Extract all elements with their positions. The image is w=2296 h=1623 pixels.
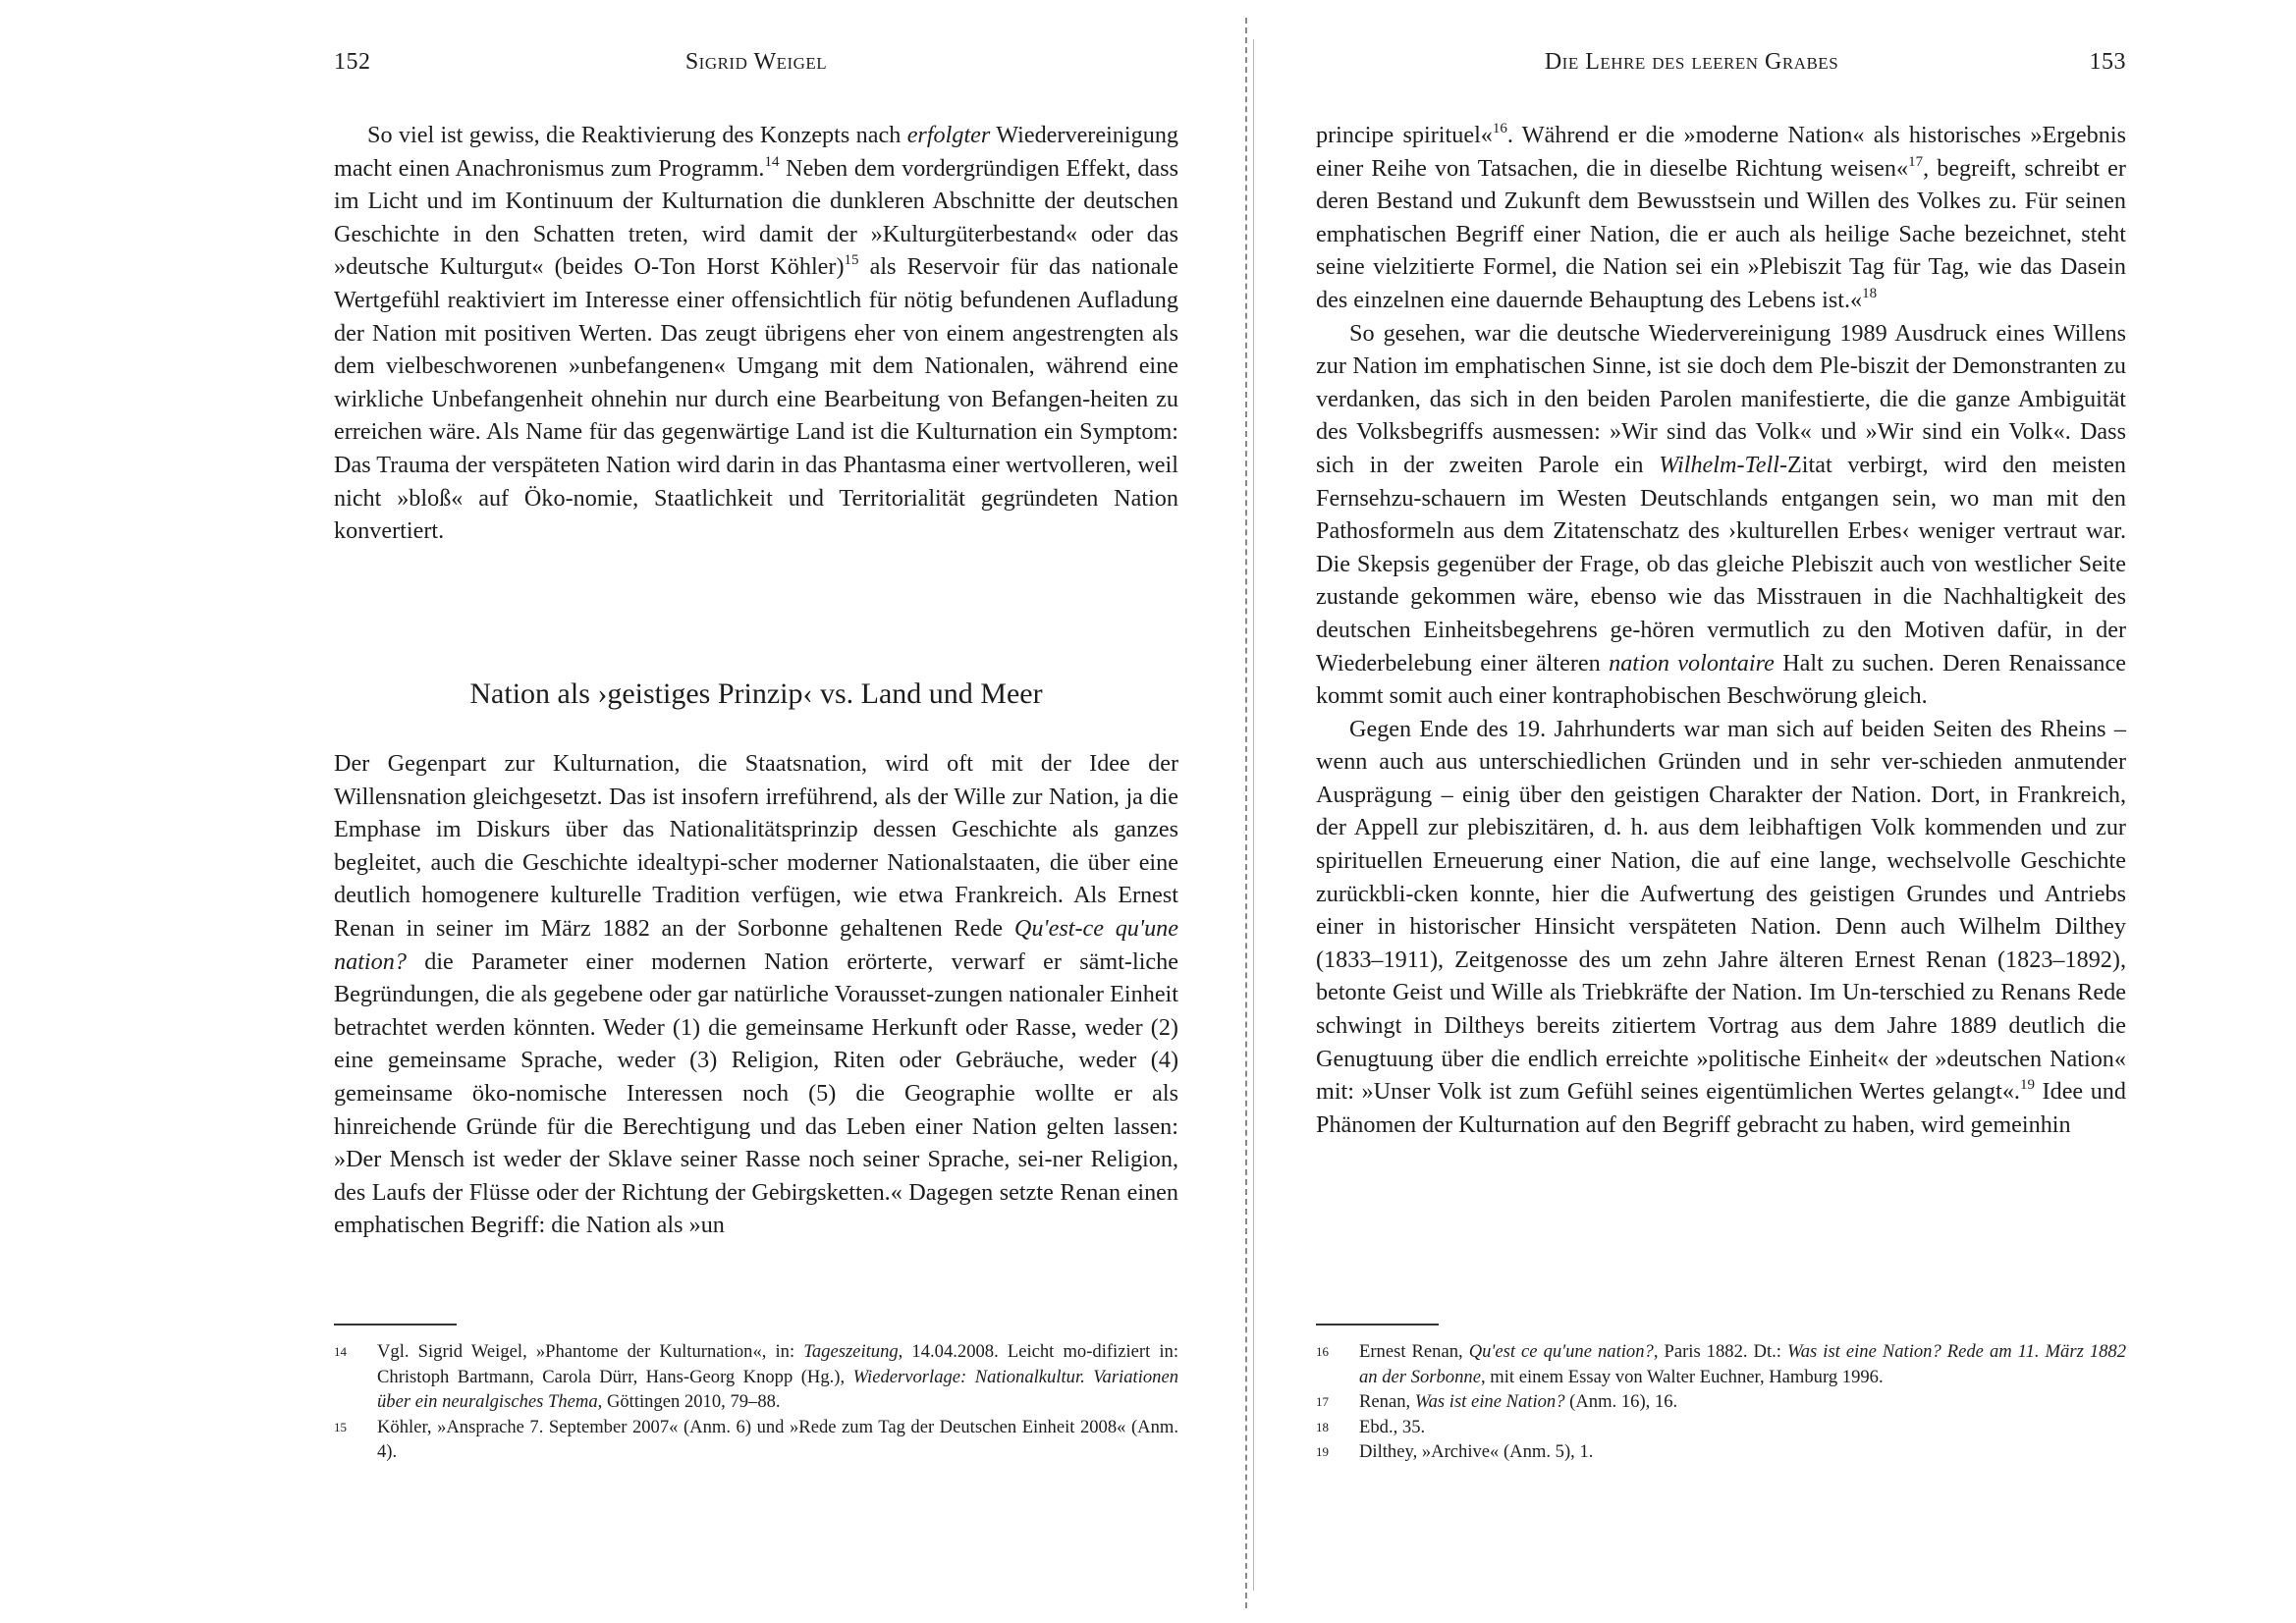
footnote-rule xyxy=(334,1324,457,1325)
footnote xyxy=(334,1415,1178,1465)
paragraph: principe spirituel«$^{16}$. Während er die »moderne Nation« als historisches »Ergebnis einer Reihe von Tatsachen, die in dieselbe Richtung weisen«$^{17}$, begreift, schreibt er deren Bestand und Zukunft dem Bewusstsein und Willen des Volkes zu. Für seinen emphatischen Begriff einer Nation, die er auch als heilige Sache bezeichnet, steht seine vielzitierte Formel, die Nation sei ein »Plebiszit Tag für Tag, wie das Dasein des einzelnen eine dauernde Behauptung des Lebens ist.«$^{18}$ xyxy=(1316,121,2126,313)
footnote xyxy=(1316,1339,2126,1389)
footnote-marker: 14 xyxy=(764,153,780,170)
footnote xyxy=(1316,1415,2126,1440)
paragraph: So viel ist gewiss, die Reaktivierung des Konzepts nach erfolgter Wiedervereinigung macht einen Anachronismus zum Programm.$^{14}$ Neben dem vordergründigen Effekt, dass im Licht und im Kontinuum der Kulturnation die dunkleren Abschnitte der deutschen Geschichte in den Schatten treten, wird damit der »Kulturgüterbestand« oder das »deutsche Kulturgut« (beides O-Ton Horst Köhler)$^{15}$ als Reservoir für das nationale Wertgefühl reaktiviert im Interesse einer offensichtlich für nötig befundenen Aufladung der Nation mit positiven Werten. Das zeugt übrigens eher von einem angestrengten als dem vielbeschworenen »unbefangenen« Umgang mit dem Nationalen, während eine wirkliche Unbefangenheit ohnehin nur durch eine Bearbeitung von Befangen-heiten zu erreichen wäre. Als Name für das gegenwärtige Land ist die Kulturnation ein Symptom: Das Trauma der verspäteten Nation wird darin in das Phantasma einer wertvolleren, weil nicht »bloß« auf Öko-nomie, Staatlichkeit und Territorialität gegründeten Nation konvertiert. xyxy=(334,122,1179,545)
footnote-number: 15 xyxy=(334,1419,347,1434)
footnote-marker: 18 xyxy=(1862,285,1878,301)
footnote-number: 18 xyxy=(1316,1419,1329,1434)
footnotes xyxy=(334,1339,1178,1465)
page-number: 152 xyxy=(334,49,371,75)
emphasis: Tageszeitung xyxy=(803,1341,899,1362)
page-number: 153 xyxy=(2089,49,2126,75)
footnote-text: Dilthey, »Archive« (Anm. 5), 1. xyxy=(1359,1441,1594,1462)
right-page-header xyxy=(1316,49,2126,82)
emphasis: Qu'est ce qu'une nation? xyxy=(1468,1341,1654,1362)
gutter-shadow xyxy=(1245,18,1247,1608)
left-body-bottom xyxy=(334,747,1178,1242)
running-head: Sigrid Weigel xyxy=(684,49,828,75)
footnote-rule xyxy=(1316,1324,1439,1325)
left-page-header xyxy=(334,49,1178,82)
emphasis: Qu'est-ce qu'une nation? xyxy=(334,914,1178,975)
footnote xyxy=(1316,1389,2126,1415)
footnote-marker: 16 xyxy=(1492,121,1507,136)
emphasis: Was ist eine Nation? xyxy=(1414,1391,1565,1412)
left-page xyxy=(334,0,1178,1623)
right-body xyxy=(1316,119,2126,1141)
footnote-marker: 19 xyxy=(2019,1077,2035,1094)
footnote-number: 17 xyxy=(1316,1394,1329,1409)
footnote-text: Ebd., 35. xyxy=(1359,1416,1426,1437)
emphasis: Wiedervorlage: Nationalkultur. Variationen über ein neuralgisches Thema xyxy=(377,1366,1179,1412)
footnote xyxy=(1316,1439,2126,1465)
footnote-text: Vgl. Sigrid Weigel, »Phantome der Kulturnation«, in: Tageszeitung, 14.04.2008. Leicht mo-difiziert in: Christoph Bartmann, Carola Dürr, Hans-Georg Knopp (Hg.), Wiedervorlage: Nationalkultur. Variationen über ein neuralgisches Thema, Göttingen 2010, 79–88. xyxy=(377,1341,1179,1412)
emphasis: Wilhelm-Tell xyxy=(1659,451,1779,478)
emphasis: Was ist eine Nation? Rede am 11. März 1882 an der Sorbonne xyxy=(1359,1341,2127,1387)
left-body-top xyxy=(334,119,1178,548)
section-heading: Nation als ›geistiges Prinzip‹ vs. Land und Meer xyxy=(469,677,1043,710)
paragraph: Gegen Ende des 19. Jahrhunderts war man sich auf beiden Seiten des Rheins – wenn auch aus unterschiedlichen Gründen und in sehr ver-schieden anmutender Ausprägung – einig über den geistigen Charakter der Nation. Dort, in Frankreich, der Appell zur plebiszitären, d. h. aus dem leibhaftigen Volk kommenden und zur spirituellen Erneuerung einer Nation, die auf eine lange, wechselvolle Geschichte zurückbli-cken konnte, hier die Aufwertung des geistigen Grundes und Antriebs einer in historischer Hinsicht verspäteten Nation. Denn auch Wilhelm Dilthey (1833–1911), Zeitgenosse des um zehn Jahre älteren Ernest Renan (1823–1892), betonte Geist und Wille als Triebkräfte der Nation. Im Un-terschied zu Renans Rede schwingt in Diltheys bereits zitiertem Vortrag aus dem Jahre 1889 deutlich die Genugtuung über die endlich erreichte »politische Einheit« der »deutschen Nation« mit: »Unser Volk ist zum Gefühl seines eigentümlichen Wertes gelangt«.$^{19}$ Idee und Phänomen der Kulturnation auf den Begriff gebracht zu haben, wird gemeinhin xyxy=(1316,715,2126,1138)
footnote-marker: 15 xyxy=(844,252,859,269)
paragraph: Der Gegenpart zur Kulturnation, die Staatsnation, wird oft mit der Idee der Willensnation gleichgesetzt. Das ist insofern irreführend, als der Wille zur Nation, ja die Emphase im Diskurs über das Nationalitätsprinzip dessen Geschichte als ganzes begleitet, auch die Geschichte idealtypi-scher moderner Nationalstaaten, die über eine deutlich homogenere kulturelle Tradition verfügen, wie etwa Frankreich. Als Ernest Renan in seiner im März 1882 an der Sorbonne gehaltenen Rede Qu'est-ce qu'une nation? die Parameter einer modernen Nation erörterte, verwarf er sämt-liche Begründungen, die als gegebene oder gar natürliche Vorausset-zungen nationaler Einheit betrachtet werden könnten. Weder (1) die gemeinsame Herkunft oder Rasse, weder (2) eine gemeinsame Sprache, weder (3) Religion, Riten oder Gebräuche, weder (4) gemeinsame öko-nomische Interessen noch (5) die Geographie wollte er als hinreichende Gründe für die Berechtigung und das Leben einer Nation gelten lassen: »Der Mensch ist weder der Sklave seiner Rasse noch seiner Sprache, sei-ner Religion, des Laufs der Flüsse oder der Richtung der Gebirgsketten.« Dagegen setzte Renan einen emphatischen Begriff: die Nation als »un xyxy=(334,750,1178,1239)
footnote-number: 14 xyxy=(334,1344,347,1359)
footnote-number: 19 xyxy=(1316,1444,1329,1459)
footnote xyxy=(334,1339,1178,1415)
right-page xyxy=(1316,0,2126,1623)
footnote-text: Renan, Was ist eine Nation? (Anm. 16), 16. xyxy=(1359,1391,1678,1412)
gutter-line xyxy=(1253,39,1254,1591)
footnote-number: 16 xyxy=(1316,1344,1329,1359)
running-head: Die Lehre des leeren Grabes xyxy=(1544,49,1839,75)
emphasis: erfolgter xyxy=(906,122,991,148)
paragraph: So gesehen, war die deutsche Wiedervereinigung 1989 Ausdruck eines Willens zur Nation im emphatischen Sinne, ist sie doch dem Ple-biszit der Demonstranten zu verdanken, das sich in den beiden Parolen manifestierte, die die ganze Ambiguität des Volksbegriffs ausmessen: »Wir sind das Volk« und »Wir sind ein Volk«. Dass sich in der zweiten Parole ein Wilhelm-Tell-Zitat verbirgt, wird den meisten Fernsehzu-schauern im Westen Deutschlands entgangen sein, wo man mit den Pathosformeln aus dem Zitatenschatz des ›kulturellen Erbes‹ weniger vertraut war. Die Skepsis gegenüber der Frage, ob das gleiche Plebiszit auch von westlicher Seite zustande gekommen wäre, ebenso wie das Misstrauen in die Nachhaltigkeit des deutschen Einheitsbegehrens ge-hören vermutlich zu den Motiven dafür, in der Wiederbelebung einer älteren nation volontaire Halt zu suchen. Deren Renaissance kommt somit auch einer kontraphobischen Beschwörung gleich. xyxy=(1316,319,2126,710)
emphasis: nation volontaire xyxy=(1609,649,1775,676)
footnotes xyxy=(1316,1339,2126,1465)
footnote-marker: 17 xyxy=(1908,153,1924,170)
footnote-text: Köhler, »Ansprache 7. September 2007« (Anm. 6) und »Rede zum Tag der Deutschen Einheit 2008« (Anm. 4). xyxy=(377,1416,1178,1462)
footnote-text: Ernest Renan, Qu'est ce qu'une nation?, Paris 1882. Dt.: Was ist eine Nation? Rede am 11. März 1882 an der Sorbonne, mit einem Essay von Walter Euchner, Hamburg 1996. xyxy=(1359,1341,2127,1387)
